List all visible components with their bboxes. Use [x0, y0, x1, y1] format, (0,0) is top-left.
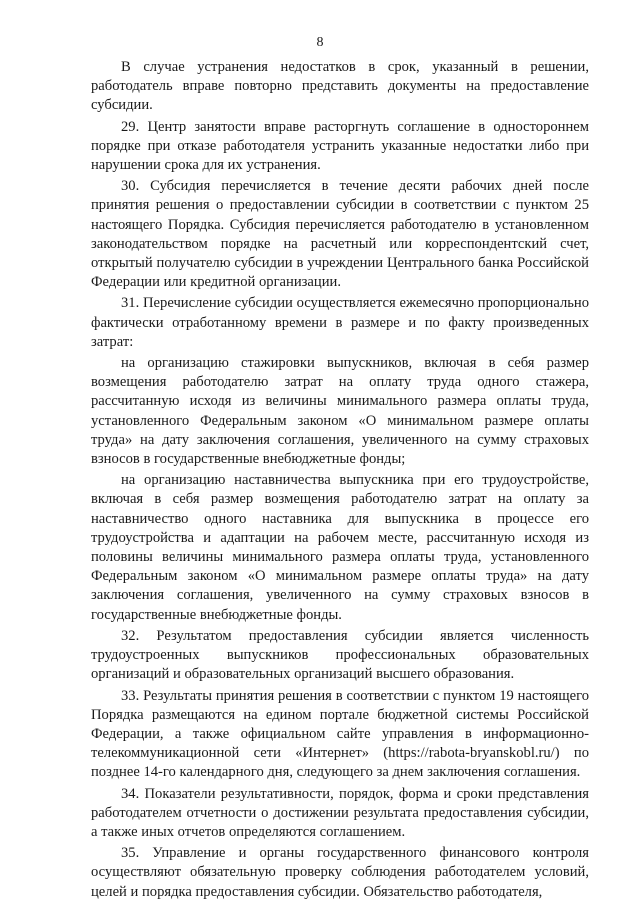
paragraph-34: 34. Показатели результативности, порядок, форма и сроки представления работодателем отчетности о достижении результата предоставления субсидии, а также иных отчетов определяются соглашением. [91, 785, 589, 840]
paragraph-35: 35. Управление и органы государственного финансового контроля осуществляют обязательную проверку соблюдения работодателем условий, целей и порядка предоставления субсидии. Обязательство работодателя, [91, 845, 589, 900]
paragraph-31-mentorship: на организацию наставничества выпускника при его трудоустройстве, включая в себя размер возмещения работодателю затрат на оплату за наставничество одного наставника для выпускника в процессе его трудоустройства и адаптации на рабочем месте, рассчитанную исходя из половины величины минимального размера оплаты труда, установленного Федеральным законом «О минимальном размере оплаты труда» на дату заключения соглашения, увеличенного на сумму страховых взносов в государственные внебюджетные фонды. [91, 472, 589, 623]
paragraph-remedy-deadline: В случае устранения недостатков в срок, указанный в решении, работодатель вправе повторно представить документы на предоставление субсидии. [91, 59, 589, 114]
paragraph-29: 29. Центр занятости вправе расторгнуть соглашение в одностороннем порядке при отказе работодателя устранить указанные недостатки либо при нарушении срока для их устранения. [91, 118, 589, 174]
page-number: 8 [316, 35, 324, 50]
document-body [91, 58, 589, 902]
paragraph-31: 31. Перечисление субсидии осуществляется ежемесячно пропорционально фактически отработанному времени в размере и по факту произведенных затрат: [91, 295, 589, 350]
paragraph-30: 30. Субсидия перечисляется в течение десяти рабочих дней после принятия решения о предоставлении субсидии в соответствии с пунктом 25 настоящего Порядка. Субсидия перечисляется работодателю в установленном законодательством порядке на расчетный или корреспондентский счет, открытый получателю субсидии в учреждении Центрального банка Российской Федерации или кредитной организации. [91, 178, 589, 291]
paragraph-31-internship: на организацию стажировки выпускников, включая в себя размер возмещения работодателю затрат на оплату труда одного стажера, рассчитанную исходя из величины минимального размера оплаты труда, установленного Федеральным законом «О минимальном размере оплаты труда» на дату заключения соглашения, увеличенного на сумму страховых взносов в государственные внебюджетные фонды; [91, 355, 589, 468]
paragraph-33: 33. Результаты принятия решения в соответствии с пунктом 19 настоящего Порядка размещаются на едином портале бюджетной системы Российской Федерации, а также официальном сайте управления в информационно-телекоммуникационной сети «Интернет» (https://rabota-bryanskobl.ru/) по позднее 14-го календарного дня, следующего за днем заключения соглашения. [91, 687, 589, 781]
paragraph-32: 32. Результатом предоставления субсидии является численность трудоустроенных выпускников профессиональных образовательных организаций и образовательных организаций высшего образования. [91, 627, 589, 683]
